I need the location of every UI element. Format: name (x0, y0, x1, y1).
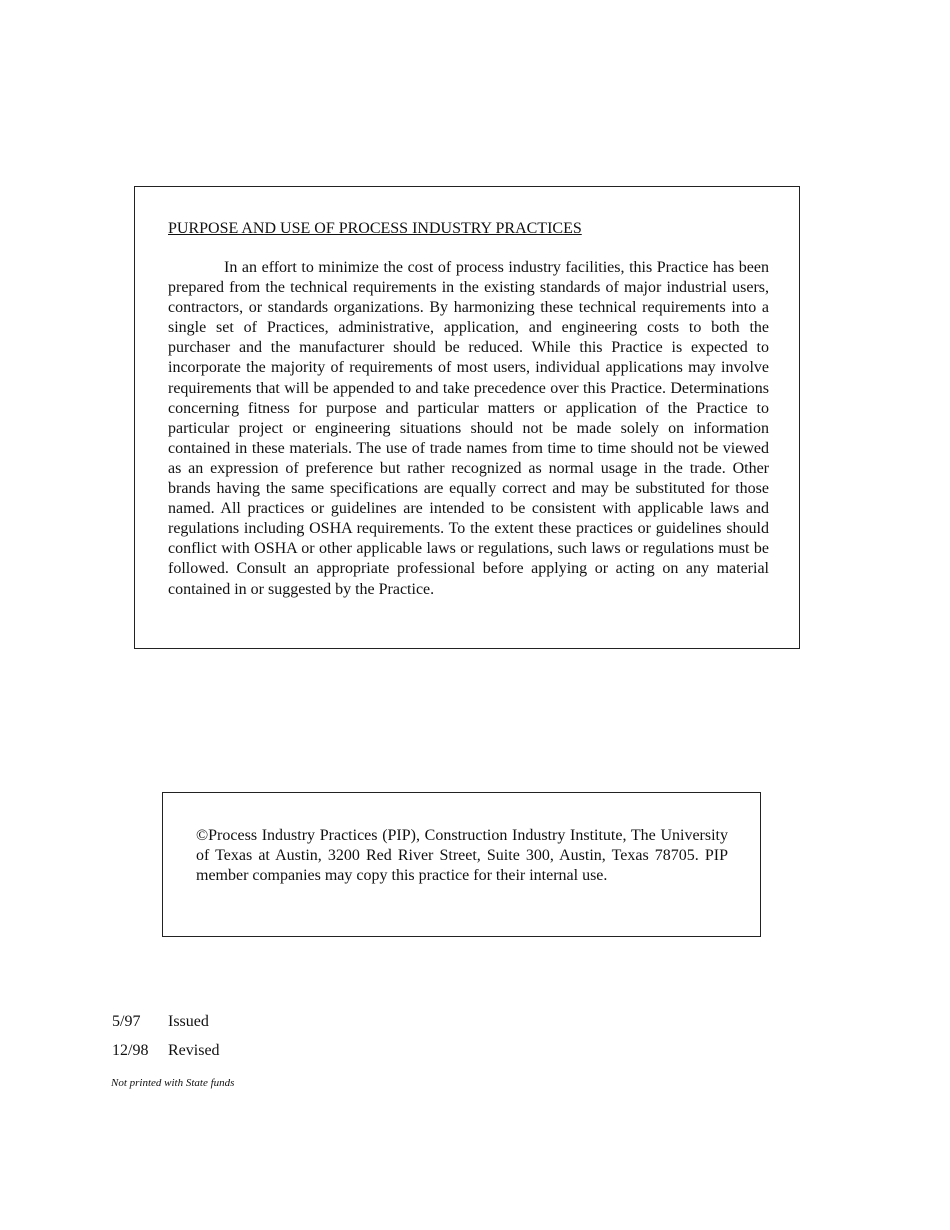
purpose-body-text: In an effort to minimize the cost of process industry facilities, this Practice has been prepared from the technical requirements in the existing standards of major industrial users, contractors, or standards organizations. By harmonizing these technical requirements into a single set of Practices, administrative, application, and engineering costs to both the purchaser and the manufacturer should be reduced. While this Practice is expected to incorporate the majority of requirements of most users, individual applications may involve requirements that will be appended to and take precedence over this Practice. Determinations concerning fitness for purpose and particular matters or application of the Practice to particular project or engineering situations should not be made solely on information contained in these materials. The use of trade names from time to time should not be viewed as an expression of preference but rather recognized as normal usage in the trade. Other brands having the same specifications are equally correct and may be substituted for those named. All practices or guidelines are intended to be consistent with applicable laws and regulations including OSHA requirements. To the extent these practices or guidelines should conflict with OSHA or other applicable laws or regulations, such laws or regulations must be followed. Consult an appropriate professional before applying or acting on any material contained in or suggested by the Practice. (168, 259, 769, 598)
purpose-notice-box (134, 186, 800, 649)
purpose-heading: PURPOSE AND USE OF PROCESS INDUSTRY PRACTICES (168, 220, 582, 237)
revision-row (112, 1012, 220, 1041)
revision-status: Issued (168, 1013, 209, 1030)
revision-history (112, 1012, 220, 1070)
revision-date: 12/98 (112, 1042, 149, 1059)
revision-date: 5/97 (112, 1013, 141, 1030)
copyright-text: ©Process Industry Practices (PIP), Construction Industry Institute, The University of Texas at Austin, 3200 Red River Street, Suite 300, Austin, Texas 78705. PIP member companies may copy this practice for their internal use. (196, 827, 728, 884)
copyright-notice-box (162, 792, 761, 937)
revision-status: Revised (168, 1042, 220, 1059)
funding-footnote: Not printed with State funds (111, 1077, 235, 1089)
revision-row (112, 1041, 220, 1070)
